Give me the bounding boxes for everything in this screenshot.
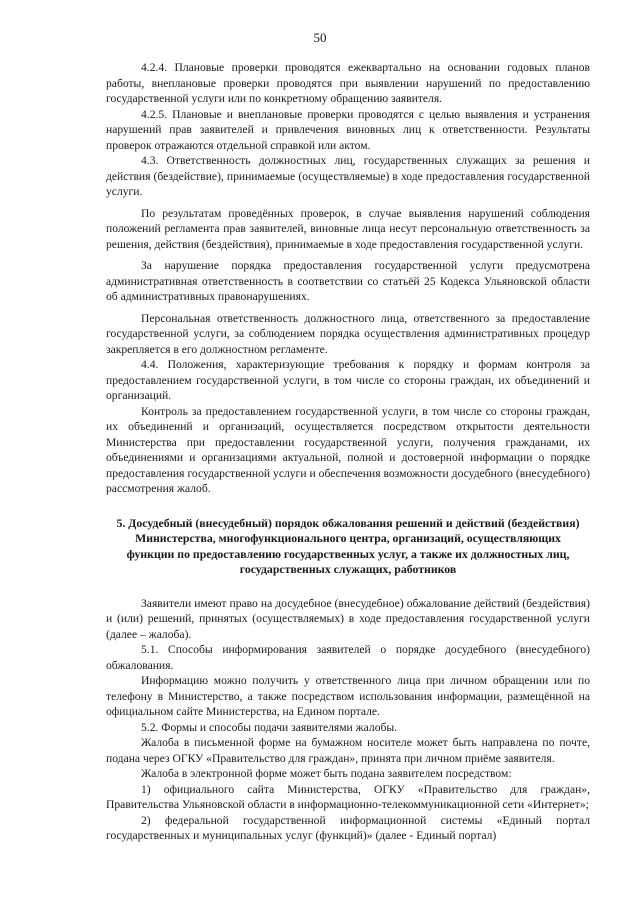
heading-line: Министерства, многофункционального центра, организаций, осуществляющих — [135, 531, 561, 545]
paragraph-right-to-appeal: Заявители имеют право на досудебное (внесудебное) обжалование действий (бездействия) и (или) решений, принятых (осуществляемых) в ходе предоставления государственной услуги (далее – жалоба). — [106, 596, 590, 641]
paragraph-administrative-liability: За нарушение порядка предоставления государственной услуги предусмотрена административная ответственность в соответствии со статьёй 25 Кодекса Ульяновской области об административных правонарушениях. — [106, 259, 590, 303]
section-5-heading — [106, 516, 590, 578]
paragraph-personal-responsibility: Персональная ответственность должностного лица, ответственного за предоставление государственной услуги, за соблюдением порядка осуществления административных процедур закрепляется в его должностном регламенте. — [106, 311, 590, 356]
heading-line: функции по предоставлению государственных услуг, а также их должностных лиц, — [126, 546, 570, 561]
paragraph-5-1: 5.1. Способы информирования заявителей о порядке досудебного (внесудебного) обжалования. — [106, 643, 590, 672]
paragraph-control: Контроль за предоставлением государственной услуги, в том числе со стороны граждан, их объединений и организаций, осуществляется посредством открытости деятельности Министерства при предоставлении государственной услуги, получения гражданами, их объединениями и организациями актуальной, полной и достоверной информации о порядке предоставления государственной услуги и обеспечения возможности досудебного (внесудебного) рассмотрения жалоб. — [106, 404, 590, 495]
paragraph-inspection-results: По результатам проведённых проверок, в случае выявления нарушений соблюдения положений регламента прав заявителей, виновные лица несут персональную ответственность за решения, действия (бездействия), принимаемые в ходе предоставления государственной услуги. — [106, 206, 590, 251]
document-body — [106, 60, 590, 844]
paragraph-4-2-4: 4.2.4. Плановые проверки проводятся ежеквартально на основании годовых планов работы, внеплановые проверки проводятся при выявлении нарушений по предоставлению государственной услуги или по конкретному обращению заявителя. — [106, 61, 590, 105]
heading-line: 5. Досудебный (внесудебный) порядок обжалования решений и действий (бездействия) — [116, 515, 580, 530]
paragraph-4-2-5: 4.2.5. Плановые и внеплановые проверки проводятся с целью выявления и устранения нарушений прав заявителей и привлечения виновных лиц к ответственности. Результаты проверок отражаются отдельной справкой или актом. — [106, 107, 590, 152]
paragraph-electronic-complaint: Жалоба в электронной форме может быть подана заявителем посредством: — [141, 767, 512, 780]
paragraph-information-sources: Информацию можно получить у ответственного лица при личном обращении или по телефону в Министерство, а также посредством использования информации, размещённой на официальном сайте Министерства, на Едином портале. — [106, 674, 590, 718]
paragraph-written-complaint: Жалоба в письменной форме на бумажном носителе может быть направлена по почте, подана через ОГКУ «Правительство для граждан», принята при личном приёме заявителя. — [106, 736, 590, 765]
paragraph-5-2: 5.2. Формы и способы подачи заявителями жалобы. — [141, 720, 398, 734]
paragraph-4-4: 4.4. Положения, характеризующие требования к порядку и формам контроля за предоставлением государственной услуги, в том числе со стороны граждан, их объединений и организаций. — [106, 358, 590, 402]
page-number: 50 — [313, 30, 327, 45]
paragraph-4-3: 4.3. Ответственность должностных лиц, государственных служащих за решения и действия (бездействие), принимаемые (осуществляемые) в ходе предоставления государственной услуги. — [106, 154, 590, 198]
heading-line: государственных служащих, работников — [239, 562, 457, 576]
list-item-official-website: 1) официального сайта Министерства, ОГКУ «Правительство для граждан», Правительства Ульяновской области в информационно-телекоммуникационной сети «Интернет»; — [106, 782, 590, 811]
list-item-federal-portal: 2) федеральной государственной информационной системы «Единый портал государственных и муниципальных услуг (функций)» (далее - Единый портал) — [106, 813, 590, 842]
